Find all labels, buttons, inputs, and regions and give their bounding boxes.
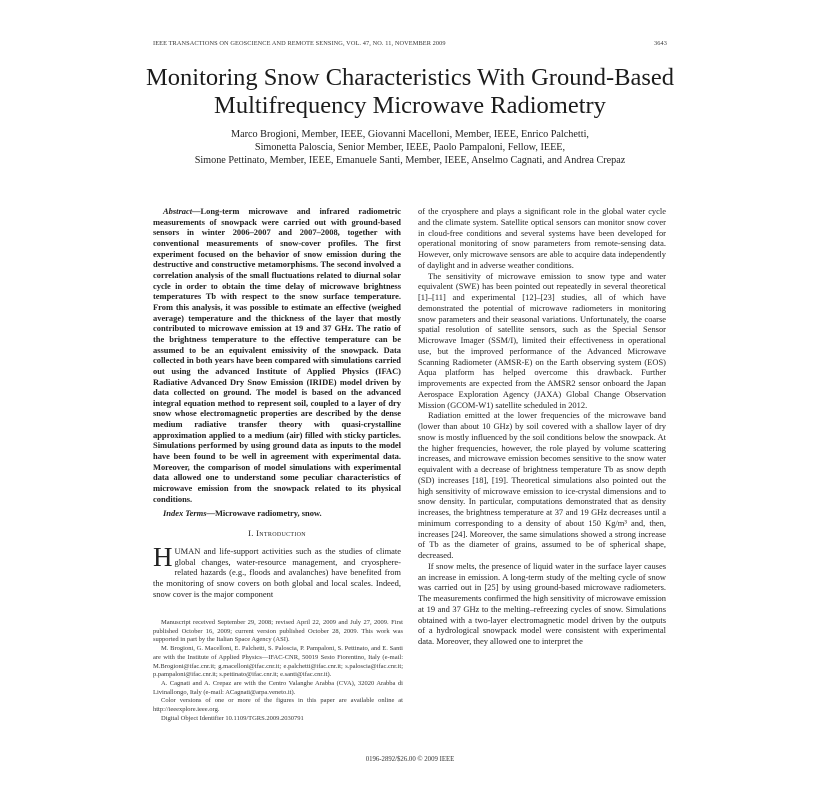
abstract-label: Abstract— (163, 206, 201, 216)
footnote: A. Cagnati and A. Crepaz are with the Centro Valanghe Arabba (CVA), 32020 Arabba di Livinallongo, Italy (e-mail: ACagnati@arpa.veneto.it). (153, 679, 403, 696)
author-line: Simone Pettinato, Member, IEEE, Emanuele Santi, Member, IEEE, Anselmo Cagnati, and Andrea Crepaz (194, 155, 626, 166)
section-heading (153, 528, 401, 539)
index-terms (153, 508, 401, 519)
paper-title (100, 64, 720, 120)
body-paragraph: Radiation emitted at the lower frequencies of the microwave band (lower than about 10 GHz) by soil covered with a shallow layer of dry snow is mostly influenced by the soil conditions below the snowpack. At the higher frequencies, however, the role played by volume scattering increases, and microwave emission becomes sensitive to the snow water equivalent with a decrease of brightness temperature Tb as snow depth (SD) increases [18], [19]. Theoretical simulations also pointed out the high sensitivity of microwave emission to ice-crystal dimensions and to snow density. In particular, computations demonstrated that as density increases, the brightness temperature at 37 and 19 GHz decreases until a minimum corresponding to a density of about 150 Kg/m³ and, then, increases [24]. Moreover, the same simulations showed a strong increase of Tb as the diameter of grains, assumed to be of spherical shape, decreased. (418, 410, 666, 560)
footnotes (153, 619, 403, 723)
page-number: 3643 (654, 40, 667, 47)
right-column (418, 206, 666, 647)
body-paragraph: If snow melts, the presence of liquid water in the surface layer causes an increase in emission. A long-term study of the melting cycle of snow was carried out in [25] by using ground-based microwave radiometers. The measurements confirmed the high sensitivity of microwave emission at 19 and 37 GHz to the melting–refreezing cycles of snow. Simulations obtained with a two-layer electromagnetic model driven by the outputs of a hydrological snowpack model were consistent with experimental data. Moreover, they allowed one to interpret the (418, 560, 666, 646)
intro-text: UMAN and life-support activities such as the studies of climate global changes, water-resource management, and cryosphere-related hazards (e.g., floods and avalanches) have benefited from the monitoring of snow covers on both global and local scales. Indeed, snow cover is the major component (153, 545, 401, 599)
title-line: Multifrequency Microwave Radiometry (214, 92, 606, 119)
index-terms-text: Microwave radiometry, snow. (214, 508, 322, 519)
author-line: Marco Brogioni, Member, IEEE, Giovanni Macelloni, Member, IEEE, Enrico Palchetti, (231, 129, 589, 140)
section-number: I. (248, 528, 254, 539)
footnote: Digital Object Identifier 10.1109/TGRS.2009.2030791 (161, 714, 304, 722)
footnote: Color versions of one or more of the figures in this paper are available online at http://ieeexplore.ieee.org. (153, 697, 403, 714)
drop-cap: H (153, 541, 173, 572)
section-title: Introduction (256, 528, 306, 539)
abstract (153, 206, 401, 504)
footnote: M. Brogioni, G. Macelloni, E. Palchetti, S. Paloscia, P. Pampaloni, S. Pettinato, and E. Santi are with the Institute of Applied Physics—IFAC-CNR, 50019 Sesto Fiorentino, Italy (e-mail: M.Brogioni@ifac.cnr.it; g.macelloni@ifac.cnr.it; e.palchetti@ifac.cnr.it; s.paloscia@ifac.cnr.it; p.pampaloni@ifac.cnr.it; s.pettinato@ifac.cnr.it; e.santi@ifac.cnr.it). (153, 645, 403, 679)
body-paragraph: of the cryosphere and plays a significant role in the global water cycle and the climate system. Satellite optical sensors can monitor snow cover in cloud-free conditions and several systems have been developed for operational monitoring of snow parameters from remote-sensing data. However, only microwave sensors are able to acquire data independently of daylight and in adverse weather conditions. (418, 206, 666, 270)
title-line: Monitoring Snow Characteristics With Ground-Based (146, 64, 674, 91)
journal-name: IEEE TRANSACTIONS ON GEOSCIENCE AND REMOTE SENSING, VOL. 47, NO. 11, NOVEMBER 2009 (153, 40, 446, 47)
left-column (153, 206, 401, 600)
body-paragraph: The sensitivity of microwave emission to snow type and water equivalent (SWE) has been pointed out repeatedly in several theoretical [1]–[11] and experimental [12]–[23] studies, all of which have demonstrated the potential of microwave radiometers in monitoring snow parameters and their seasonal variations. Unfortunately, the coarse spatial resolution of satellite sensors, such as the Special Sensor Microwave Imager (SSM/I), limited their effectiveness in operational use, but the improved performance of the Advanced Microwave Scanning Radiometer (AMSR-E) on the Earth observing system (EOS) Aqua platform has helped overcome this drawback. Further improvements are expected from the AMSR2 sensor onboard the Japan Aerospace Exploration Agency (JAXA) Global Change Observation Mission (GCOM-W1) satellite scheduled in 2012. (418, 270, 666, 410)
copyright-footer: 0196-2892/$26.00 © 2009 IEEE (365, 756, 455, 763)
intro-paragraph (153, 541, 401, 600)
abstract-text: Long-term microwave and infrared radiometric measurements of snowpack were carried out with ground-based sensors in winter 2006–2007 and 2007–2008, together with conventional measurements of snow-cover profiles. The first experiment focused on the behavior of snow emission during the destructive and constructive metamorphisms. The second involved a correlation analysis of the small fluctuations related to diurnal solar cycle in order to obtain the time delay of microwave brightness temperatures Tb with respect to the snow surface temperature. From this analysis, it was possible to estimate an effective (weighed average) temperature and the thickness of the layer that mostly contributed to microwave emission at 19 and 37 GHz. The ratio of the brightness temperature to the effective temperature can be assumed to be an equivalent emissivity of the snowpack. Data collected in both years have been compared with simulations carried out using the advanced Institute of Applied Physics (IFAC) Radiative Advanced Dry Snow Emission (IRIDE) model driven by data collected on ground. The model is based on the advanced integral equation method to represent soil, coupled to a layer of dry snow whose electromagnetic properties are described by the dense medium radiative transfer theory with quasi-crystalline approximation applied to a medium (air) filled with sticky particles. Simulations performed by using ground data as inputs to the model have been found to be well in agreement with experimental data. Moreover, the comparison of model simulations with experimental data allowed one to understand some peculiar characteristics of microwave emission from the snowpack related to its physical conditions. (153, 206, 401, 504)
footnote: Manuscript received September 29, 2008; revised April 22, 2009 and July 27, 2009. First published October 16, 2009; current version published October 28, 2009. This work was supported in part by the Italian Space Agency (ASI). (153, 619, 403, 644)
index-terms-label: Index Terms— (163, 508, 215, 519)
running-head (153, 40, 667, 47)
author-list (120, 128, 700, 167)
author-line: Simonetta Paloscia, Senior Member, IEEE, Paolo Pampaloni, Fellow, IEEE, (254, 142, 566, 153)
